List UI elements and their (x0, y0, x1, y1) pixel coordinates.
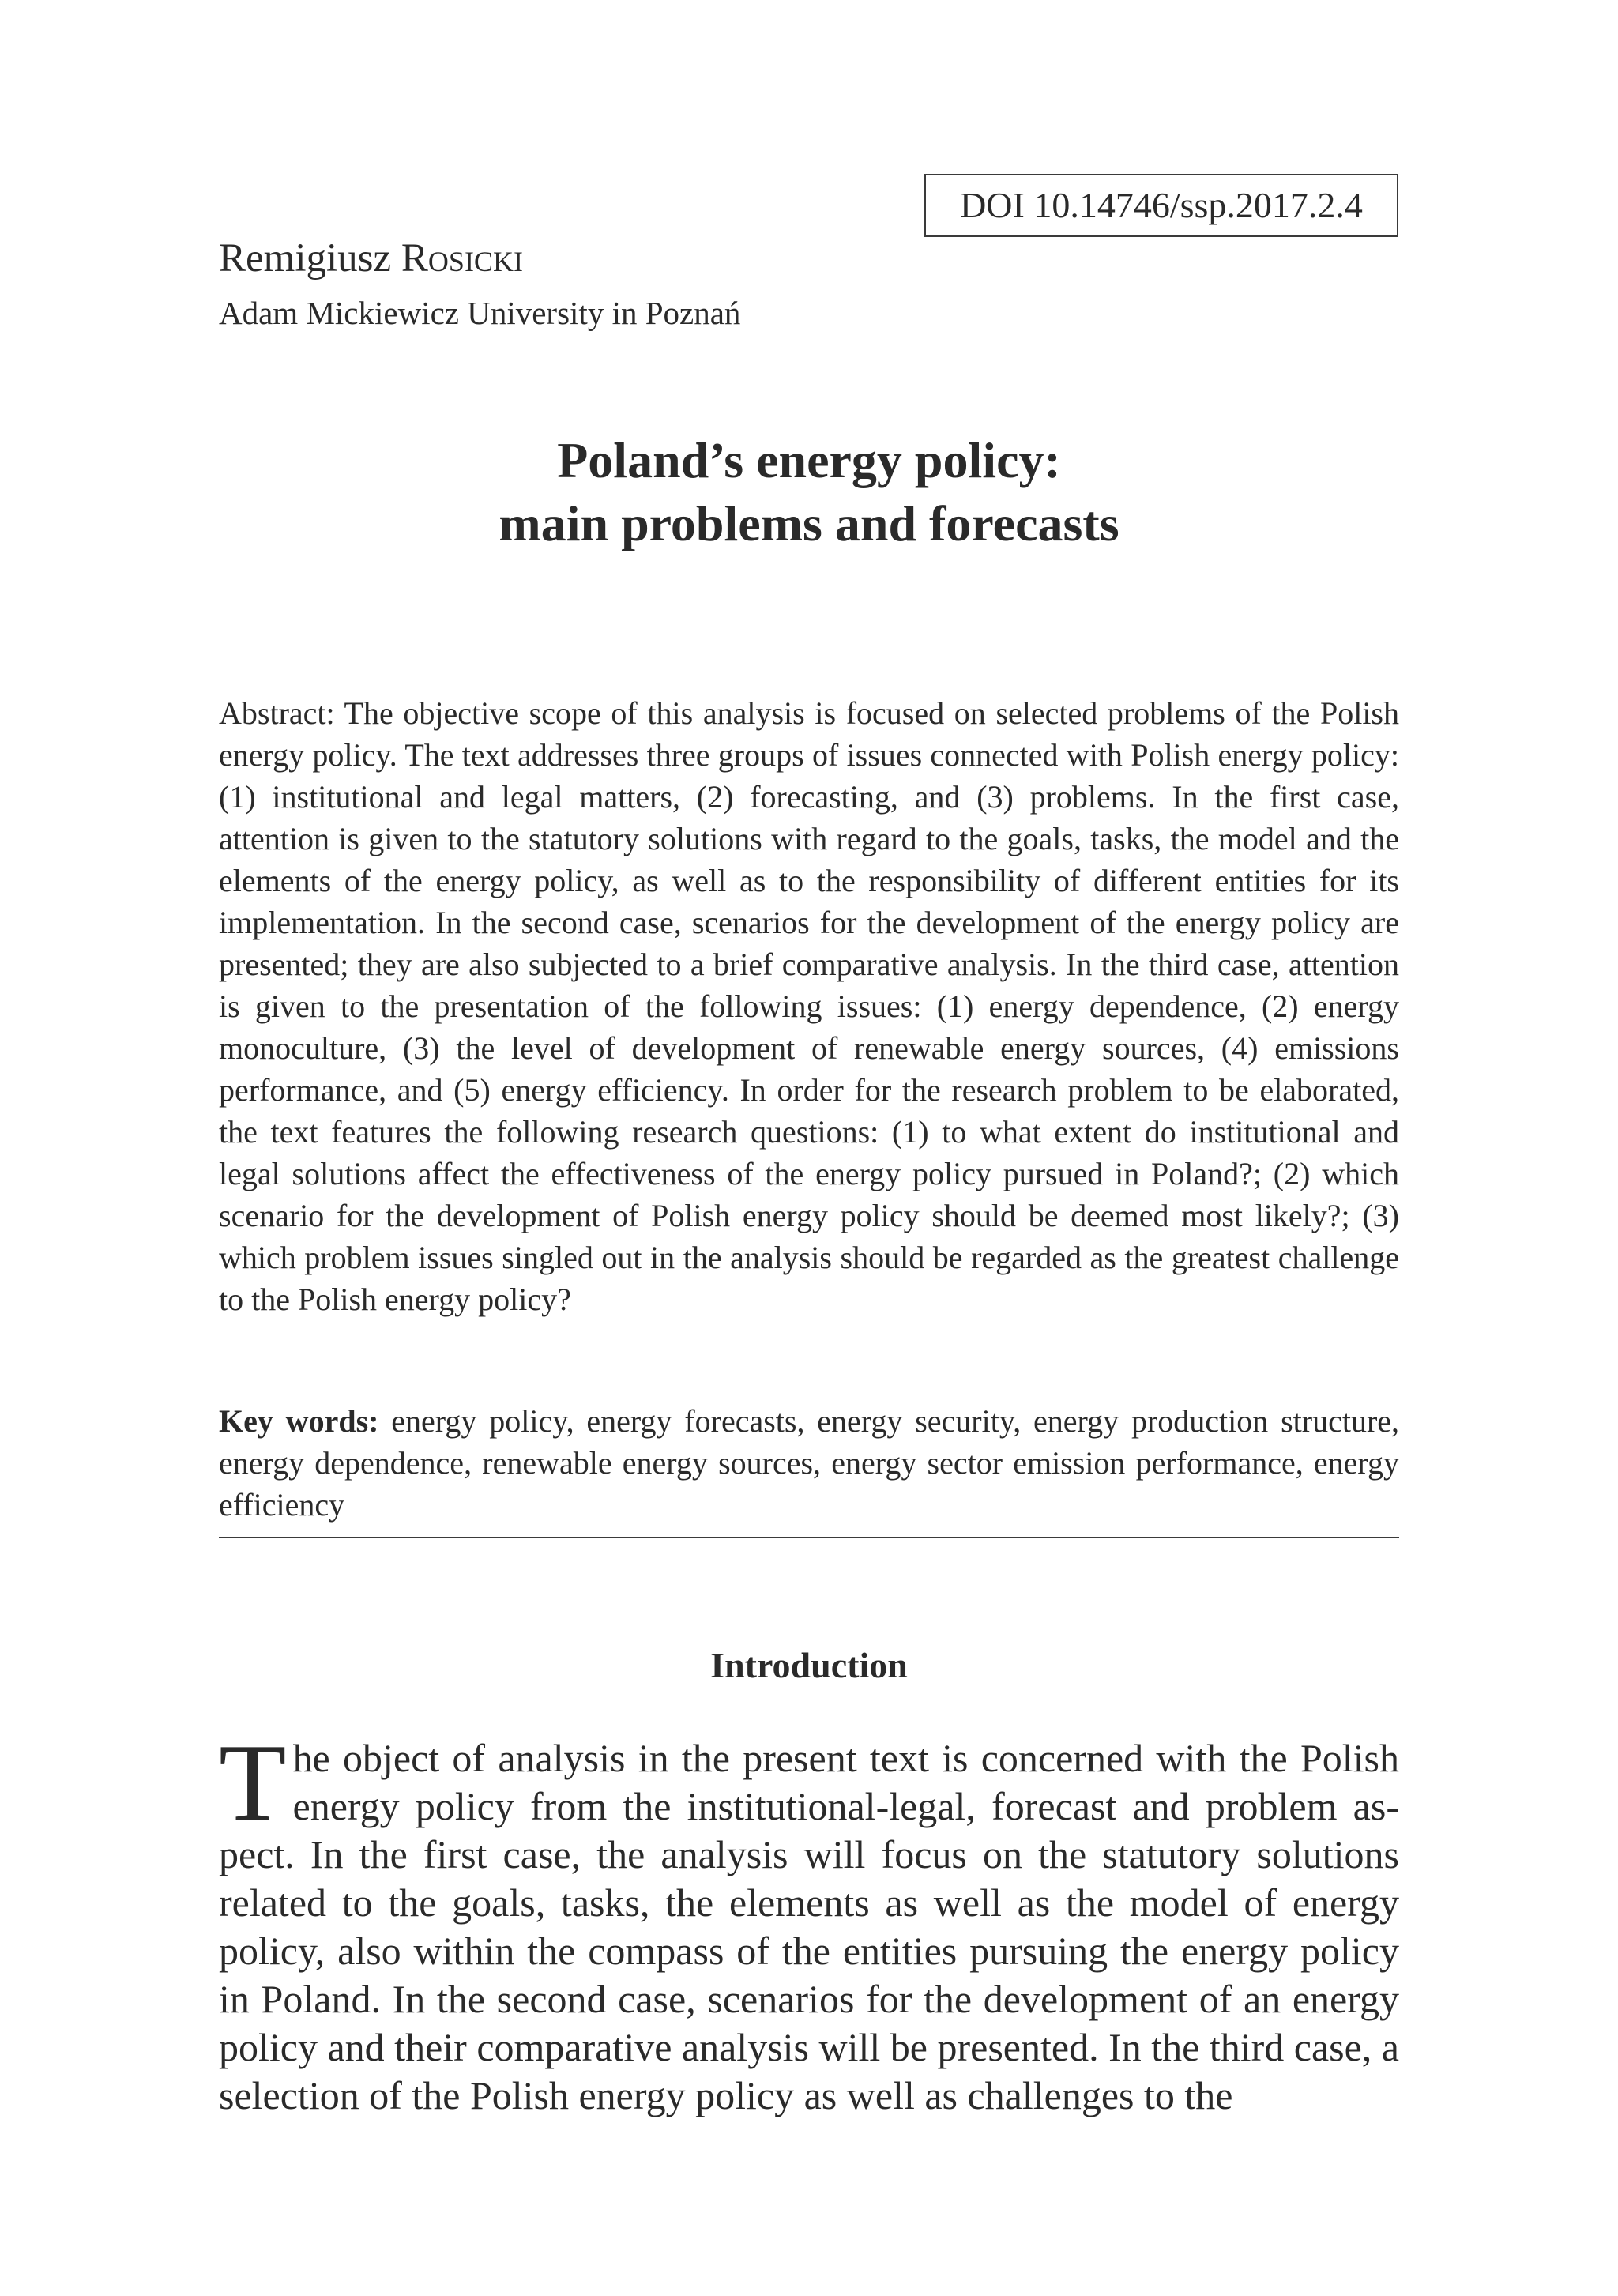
section-divider (219, 1537, 1399, 1538)
keywords-text: energy policy, energy forecasts, energy security, energy production structure, energy dependence, renewable energy sources, energy sector emission performance, energy efficiency (219, 1403, 1400, 1523)
drop-cap: T (219, 1722, 287, 1844)
author-surname: Rosicki (401, 236, 523, 280)
author-affiliation: Adam Mickiewicz University in Poznań (219, 295, 741, 331)
abstract: Abstract: The objective scope of this analysis is focused on selected problems of the Polish energy policy. The text addresses three groups of issues connected with Polish energy policy: (1) institutional and legal matters, (2) forecasting, and (3) problems. In the first case, attention is given to the statutory solutions with regard to the goals, tasks, the model and the elements of the energy policy, as well as to the responsibility of different entities for its implementation. In the second case, scenarios for the development of the energy policy are presented; they are also subjected to a brief comparative analysis. In the third case, attention is given to the presentation of the following issues: (1) energy dependence, (2) energy monoculture, (3) the level of development of renewable energy sources, (4) emissions performance, and (5) energy efficiency. In order for the research problem to be elaborated, the text features the following research questions: (1) to what extent do institutional and legal solutions affect the effectiveness of the energy policy pursued in Poland?; (2) which scenario for the development of Polish energy policy should be deemed most likely?; (3) which problem issues singled out in the analysis should be regarded as the greatest challenge to the Polish energy policy? (219, 695, 1399, 1317)
author-given-name: Remigiusz (219, 236, 392, 280)
author-name (219, 231, 523, 286)
title-line-1: Poland’s energy policy: (557, 432, 1061, 488)
title-line-2: main problems and forecasts (499, 495, 1119, 551)
introduction-text: he object of analysis in the present text is concerned with the Polish energy policy from the institutional-legal, forecast and problem aspect. In the first case, the analysis will focus on the statutory solutions related to the goals, tasks, the elements as well as the model of energy policy, also within the compass of the entities pursuing the energy policy in Poland. In the second case, scenarios for the development of an energy policy and their comparative analysis will be presented. In the third case, a selection of the Polish energy policy as well as challenges to the (219, 1736, 1399, 2117)
doi-box: DOI 10.14746/ssp.2017.2.4 (924, 174, 1398, 237)
keywords (219, 1400, 1399, 1526)
introduction-paragraph (219, 1722, 1399, 2120)
article-title (219, 429, 1399, 555)
introduction-heading: Introduction (710, 1645, 908, 1685)
keywords-label: Key words: (219, 1403, 379, 1439)
